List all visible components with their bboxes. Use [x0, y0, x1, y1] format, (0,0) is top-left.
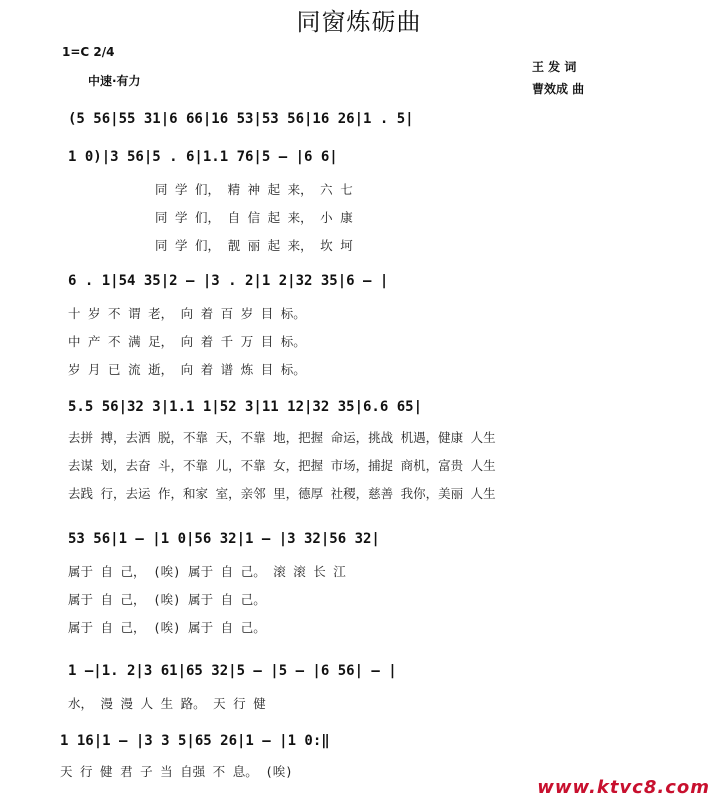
lyric-line-5-verse-3: 属于 自 己， (唉) 属于 自 己。: [68, 620, 266, 635]
lyricist-credit: 王 发 词: [532, 60, 577, 74]
lyric-line-5-verse-1: 属于 自 己， (唉) 属于 自 己。 滚 滚 长 江: [68, 564, 346, 579]
lyric-line-4-verse-2: 去谋 划，去奋 斗，不靠 儿，不靠 女，把握 市场，捕捉 商机，富贵 人生: [68, 458, 496, 473]
lyric-line-2-verse-3: 同 学 们， 靓 丽 起 来， 坎 坷: [155, 238, 353, 253]
lyric-line-2-verse-1: 同 学 们， 精 神 起 来， 六 七: [155, 182, 353, 197]
composer-credit: 曹效成 曲: [532, 82, 585, 96]
notation-line-2: 1 0)|3 56|5 . 6|1.1 76|5 — |6 6|: [68, 149, 338, 165]
notation-line-5: 53 56|1 — |1 0|56 32|1 — |3 32|56 32|: [68, 531, 380, 547]
song-title: 同窗炼砺曲: [296, 8, 422, 36]
lyric-line-3-verse-3: 岁 月 已 流 逝， 向 着 谱 炼 目 标。: [68, 362, 306, 377]
lyric-line-5-verse-2: 属于 自 己， (唉) 属于 自 己。: [68, 592, 266, 607]
lyric-line-2-verse-2: 同 学 们， 自 信 起 来， 小 康: [155, 210, 353, 225]
site-watermark: www.ktvc8.com: [537, 777, 710, 798]
tempo-marking: 中速·有力: [88, 74, 141, 88]
lyric-line-4-verse-1: 去拼 搏，去洒 脱，不靠 天，不靠 地，把握 命运，挑战 机遇，健康 人生: [68, 430, 496, 445]
lyric-line-6: 水， 漫 漫 人 生 路。 天 行 健: [68, 696, 266, 711]
notation-line-6: 1 —|1. 2|3 61|65 32|5 — |5 — |6 56| — |: [68, 663, 397, 679]
lyric-line-7: 天 行 健 君 子 当 自强 不 息。 (唉): [60, 764, 293, 779]
lyric-line-4-verse-3: 去践 行，去运 作，和家 室，亲邻 里，德厚 社稷，慈善 我你，美丽 人生: [68, 486, 496, 501]
notation-line-7: 1 16|1 — |3 3 5|65 26|1 — |1 0:‖: [60, 733, 330, 749]
notation-line-3: 6 . 1|54 35|2 — |3 . 2|1 2|32 35|6 — |: [68, 273, 389, 289]
lyric-line-3-verse-1: 十 岁 不 谓 老， 向 着 百 岁 目 标。: [68, 306, 306, 321]
lyric-line-3-verse-2: 中 产 不 满 足， 向 着 千 万 目 标。: [68, 334, 306, 349]
notation-line-4: 5.5 56|32 3|1.1 1|52 3|11 12|32 35|6.6 65|: [68, 399, 423, 415]
notation-line-1: (5 56|55 31|6 66|16 53|53 56|16 26|1 . 5|: [68, 111, 414, 127]
key-signature: 1=C 2/4: [62, 45, 115, 59]
